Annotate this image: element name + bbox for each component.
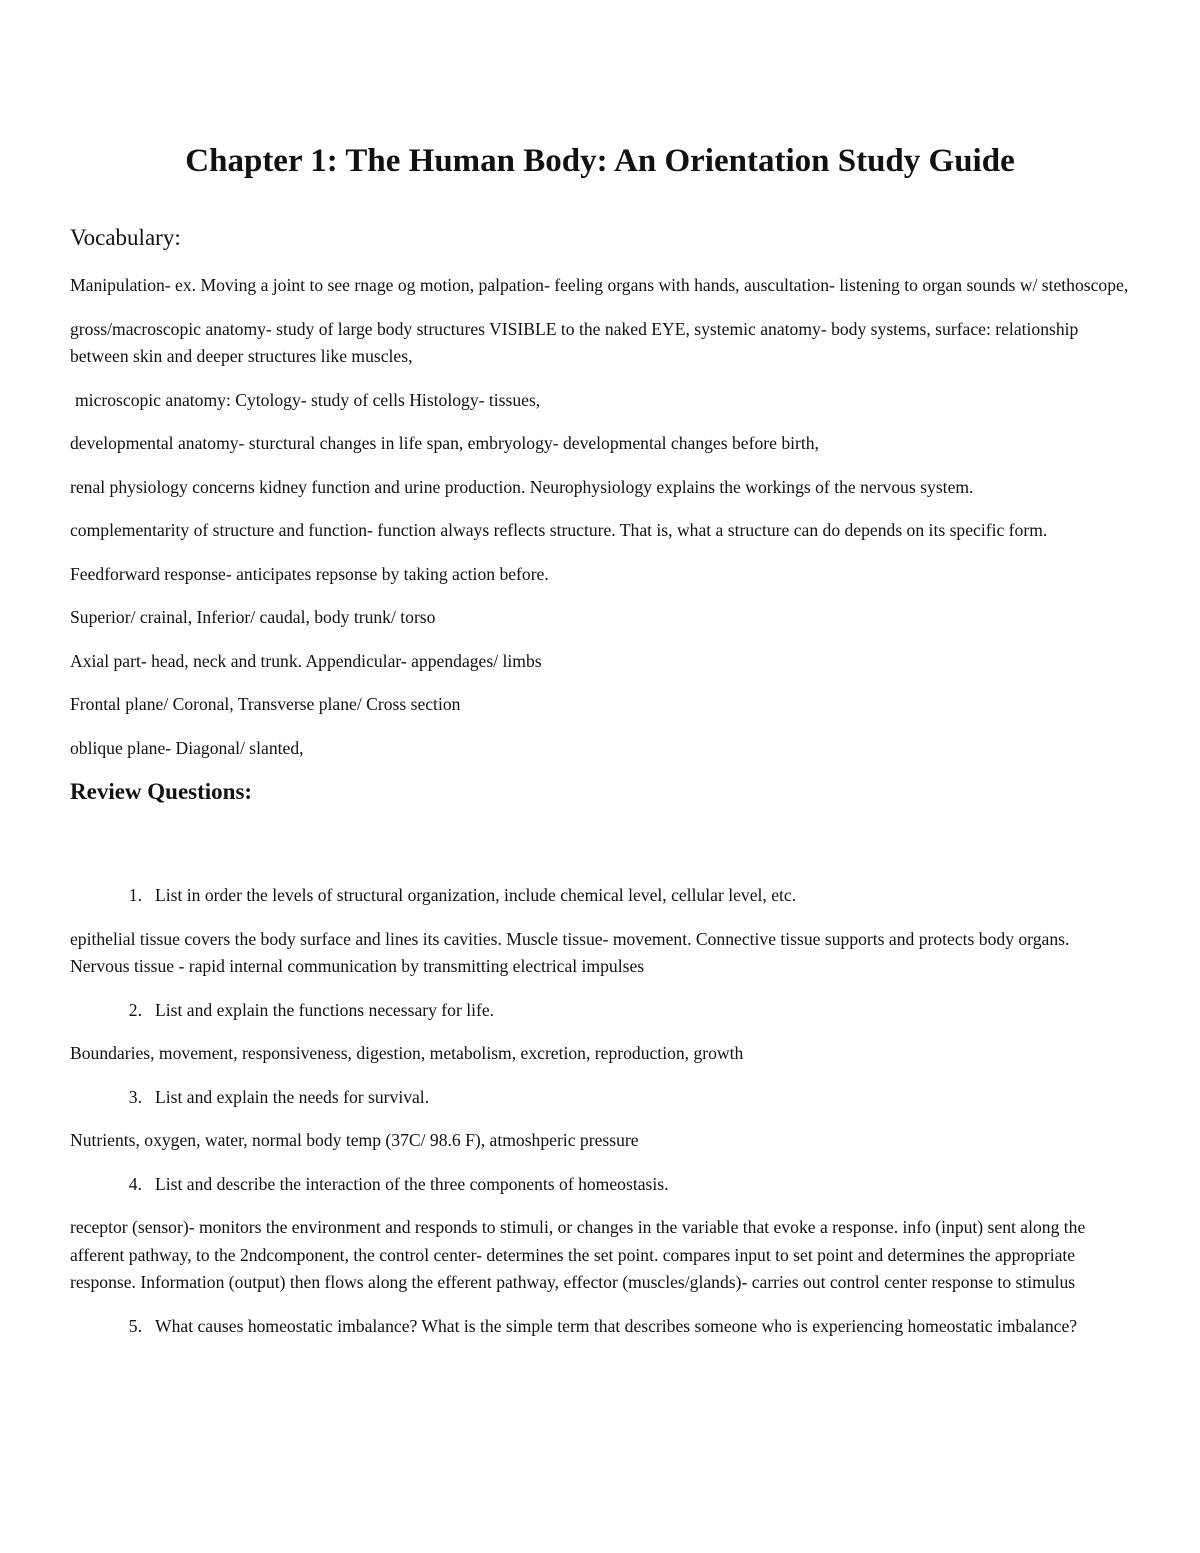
vocab-paragraph: Manipulation- ex. Moving a joint to see rnage og motion, palpation- feeling organs with hands, auscultation- listening to organ sounds w/ stethoscope, <box>70 275 1129 295</box>
vocabulary-heading: Vocabulary: <box>70 225 181 250</box>
answer-text: epithelial tissue covers the body surface and lines its cavities. Muscle tissue- movement. Connective tissue supports and protects body organs. Nervous tissue - rapid internal communication by transmitting electrical impulses <box>70 928 1070 976</box>
question-item <box>70 882 1132 910</box>
question-item <box>70 1313 1132 1341</box>
page-title: Chapter 1: The Human Body: An Orientation Study Guide <box>185 143 1015 179</box>
answer-text: receptor (sensor)- monitors the environment and responds to stimuli, or changes in the variable that evoke a response. info (input) sent along the afferent pathway, to the 2ndcomponent, the control center- determines the set point. compares input to set point and determines the appropriate response. Information (output) then flows along the efferent pathway, effector (muscles/glands)- carries out control center response to stimulus <box>70 1217 1086 1292</box>
question-item <box>70 997 1132 1025</box>
question-number: 4. <box>128 1173 142 1194</box>
question-number: 3. <box>128 1086 142 1107</box>
review-questions-heading: Review Questions: <box>70 779 253 804</box>
question-number: 2. <box>128 999 142 1020</box>
vocab-paragraph: oblique plane- Diagonal/ slanted, <box>70 737 304 758</box>
answer-text: Boundaries, movement, responsiveness, digestion, metabolism, excretion, reproduction, growth <box>70 1043 744 1063</box>
vocab-paragraph: Superior/ crainal, Inferior/ caudal, body trunk/ torso <box>70 607 436 627</box>
vocab-paragraph: gross/macroscopic anatomy- study of large body structures VISIBLE to the naked EYE, systemic anatomy- body systems, surface: relationship between skin and deeper structures like muscles, <box>70 318 1079 366</box>
vocab-paragraph: Frontal plane/ Coronal, Transverse plane/ Cross section <box>70 694 461 714</box>
vocab-paragraph: Axial part- head, neck and trunk. Appendicular- appendages/ limbs <box>70 650 542 671</box>
question-text: List and describe the interaction of the three components of homeostasis. <box>155 1173 669 1194</box>
question-text: List and explain the functions necessary for life. <box>155 999 495 1020</box>
question-item <box>70 1084 1132 1112</box>
question-text: What causes homeostatic imbalance? What is the simple term that describes someone who is experiencing homeostatic imbalance? <box>155 1315 1078 1336</box>
question-text: List and explain the needs for survival. <box>155 1086 430 1107</box>
answer-text: Nutrients, oxygen, water, normal body temp (37C/ 98.6 F), atmoshperic pressure <box>70 1130 639 1150</box>
question-number: 1. <box>128 885 142 905</box>
question-item <box>70 1171 1132 1199</box>
vocab-paragraph: renal physiology concerns kidney function and urine production. Neurophysiology explains the workings of the nervous system. <box>70 476 974 497</box>
vocab-paragraph: complementarity of structure and function- function always reflects structure. That is, what a structure can do depends on its specific form. <box>70 520 1048 540</box>
question-number: 5. <box>128 1315 142 1336</box>
vocab-paragraph: microscopic anatomy: Cytology- study of cells Histology- tissues, <box>75 389 541 410</box>
vocab-paragraph: developmental anatomy- sturctural changes in life span, embryology- developmental changes before birth, <box>70 433 819 453</box>
question-text: List in order the levels of structural organization, include chemical level, cellular level, etc. <box>155 885 797 905</box>
document-page <box>70 140 1132 1356</box>
vocab-paragraph: Feedforward response- anticipates repsonse by taking action before. <box>70 563 549 584</box>
